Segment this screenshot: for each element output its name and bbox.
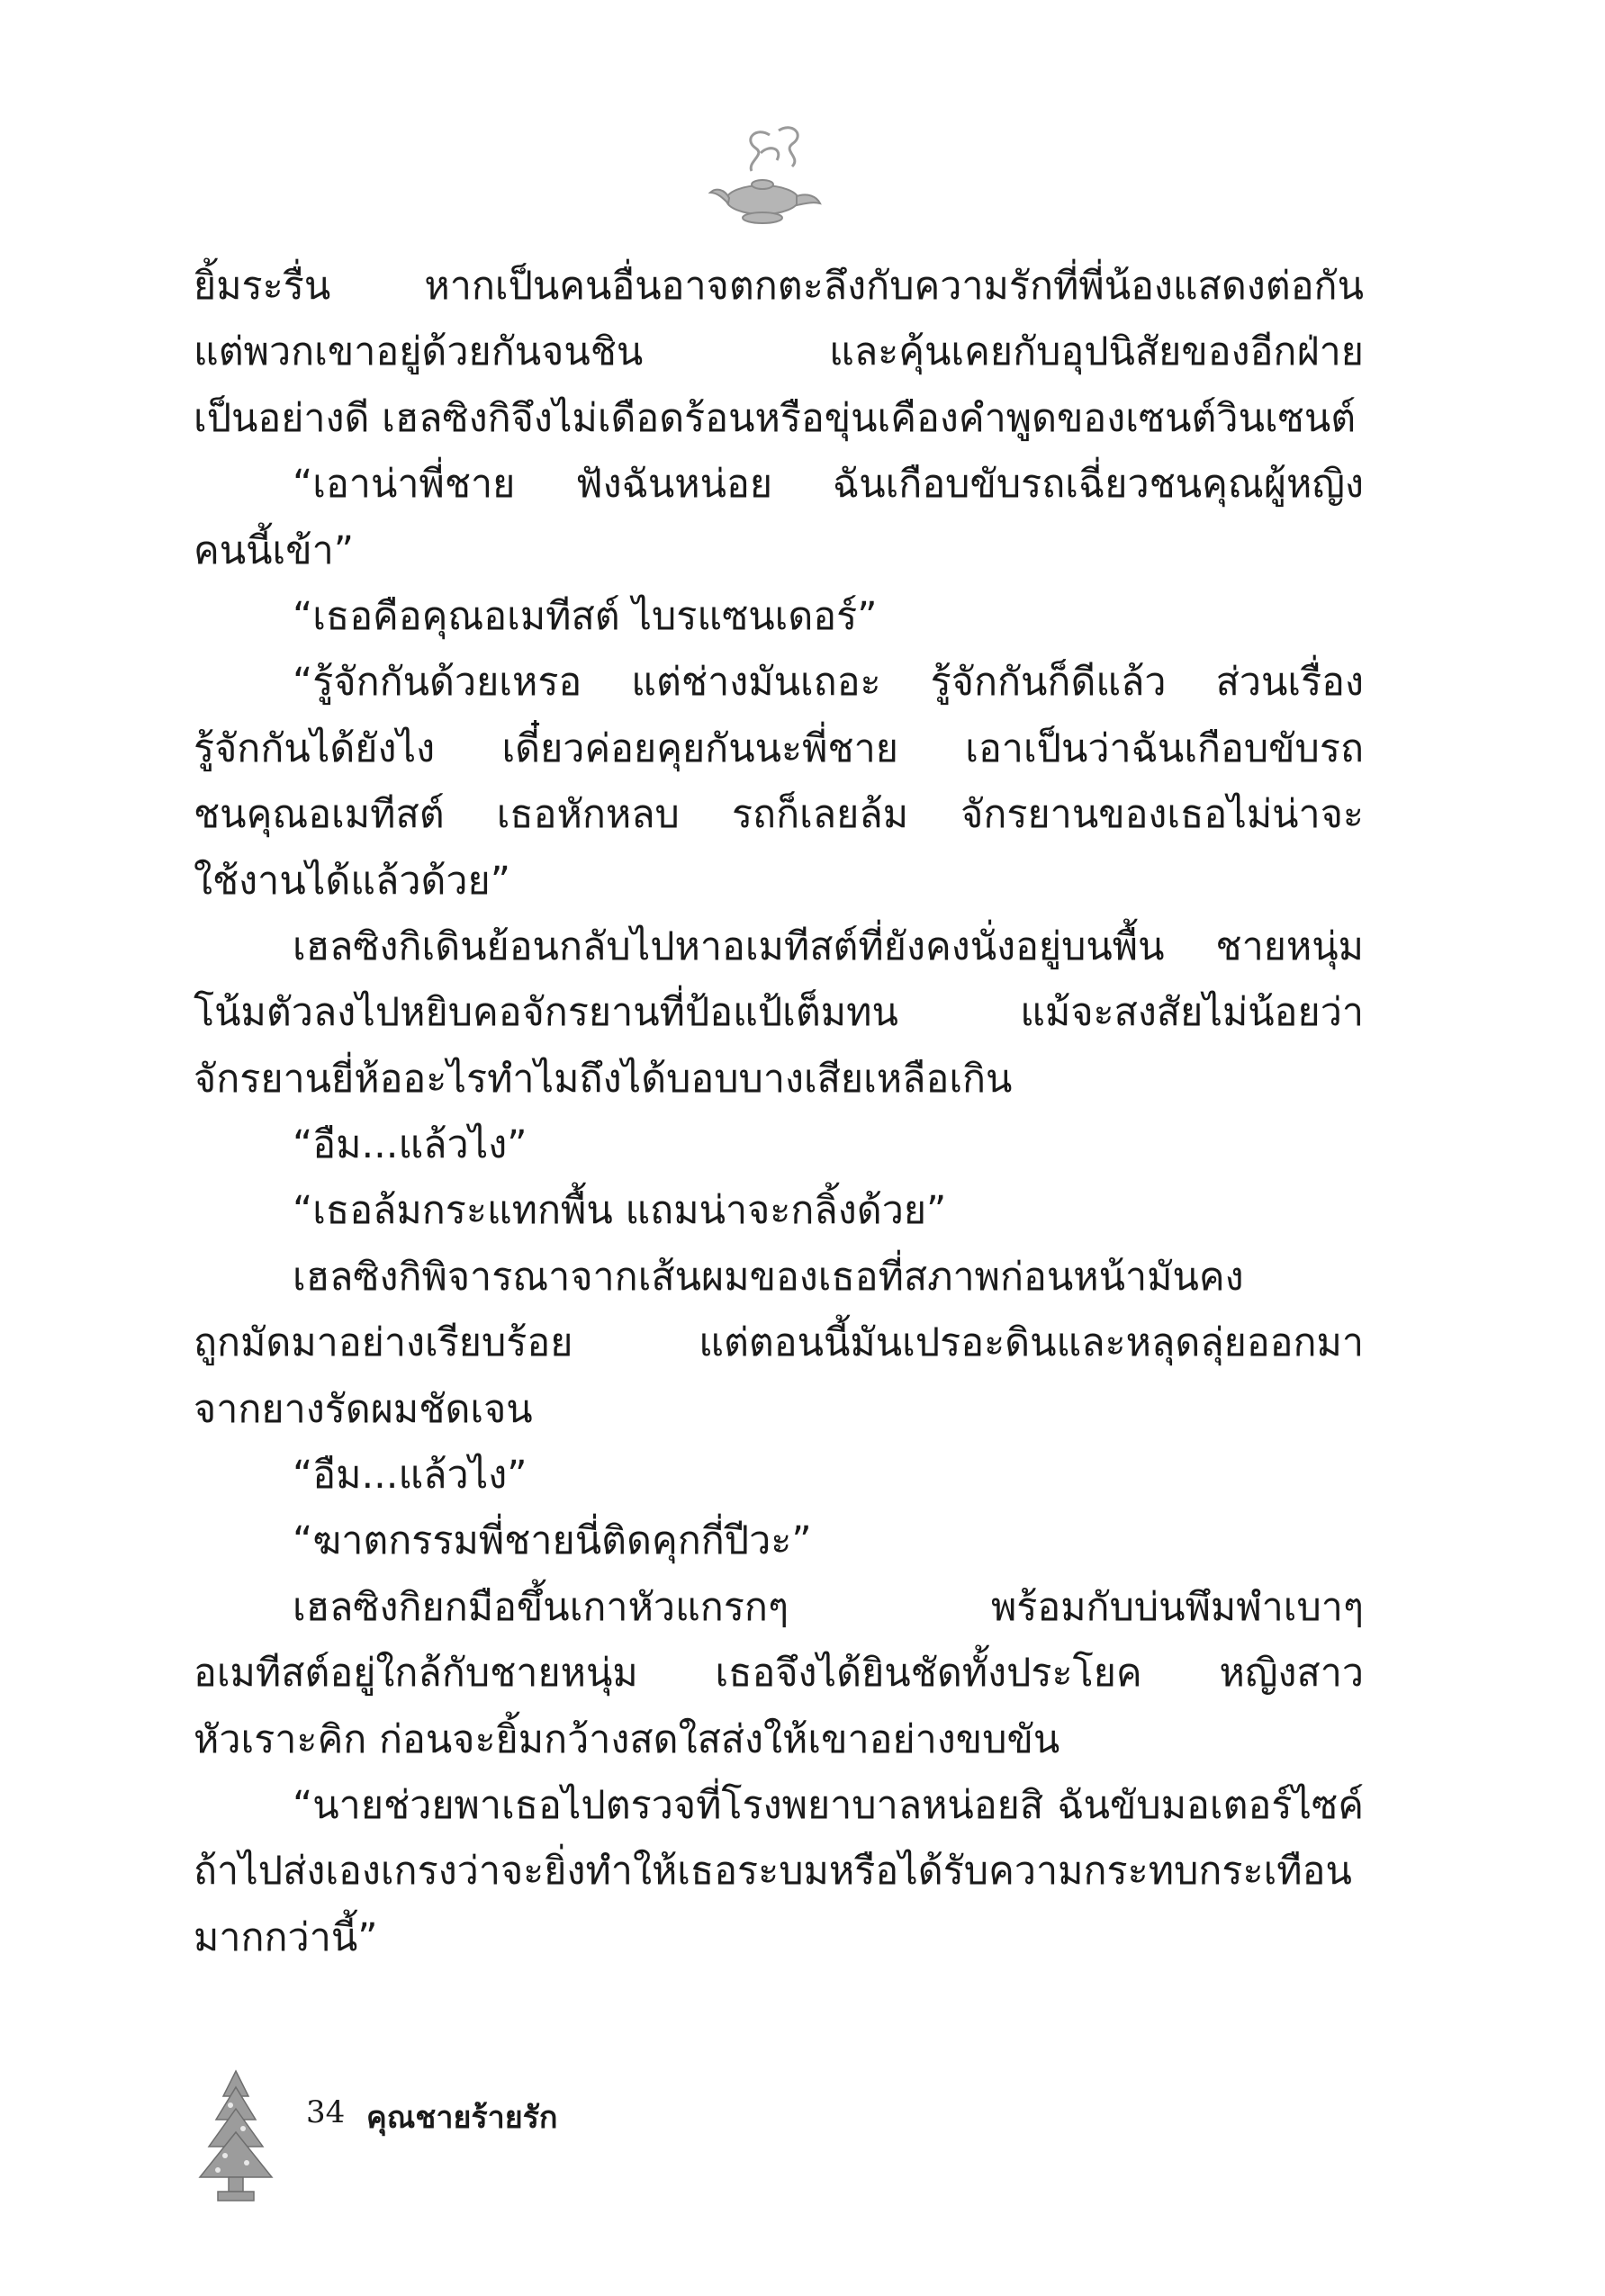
paragraph (194, 1508, 1364, 1574)
text-line: ถูกมัดมาอย่างเรียบร้อย แต่ตอนนี้มันเปรอะดินและหลุดลุ่ยออกมา (194, 1320, 1364, 1366)
text-line: เฮลซิงกิยกมือขึ้นเกาหัวแกรกๆ พร้อมกับบ่นพึมพำเบาๆ (293, 1584, 1364, 1630)
paragraph (194, 1178, 1364, 1244)
text-line: อเมทีสต์อยู่ใกล้กับชายหนุ่ม เธอจึงได้ยินชัดทั้งประโยค หญิงสาว (194, 1651, 1364, 1697)
text-line: “อืม...แล้วไง” (293, 1122, 527, 1168)
text-line: จักรยานยี่ห้ออะไรทำไมถึงได้บอบบางเสียเหลือเกิน (194, 1056, 1013, 1102)
paragraph (194, 650, 1364, 914)
text-line: เฮลซิงกิพิจารณาจากเส้นผมของเธอที่สภาพก่อนหน้ามันคง (293, 1254, 1244, 1300)
text-line: เฮลซิงกิเดินย้อนกลับไปหาอเมทีสต์ที่ยังคงนั่งอยู่บนพื้น ชายหนุ่ม (293, 923, 1364, 969)
text-line: ถ้าไปส่งเองเกรงว่าจะยิ่งทำให้เธอระบมหรือได้รับความกระทบกระเทือน (194, 1849, 1352, 1895)
text-line: โน้มตัวลงไปหยิบคอจักรยานที่ป้อแป้เต็มทน แม้จะสงสัยไม่น้อยว่า (194, 990, 1364, 1036)
paragraph (194, 254, 1364, 452)
text-line: ชนคุณอเมทีสต์ เธอหักหลบ รถก็เลยล้ม จักรยานของเธอไม่น่าจะ (194, 792, 1364, 838)
paragraph (194, 584, 1364, 650)
paragraph (194, 914, 1364, 1112)
paragraph (194, 452, 1364, 584)
text-line: “เอาน่าพี่ชาย ฟังฉันหน่อย ฉันเกือบขับรถเฉี่ยวชนคุณผู้หญิง (293, 462, 1364, 508)
body-text (194, 254, 1364, 1971)
text-line: จากยางรัดผมชัดเจน (194, 1386, 533, 1432)
paragraph (194, 1112, 1364, 1178)
christmas-tree-icon (191, 2066, 281, 2210)
text-line: หัวเราะคิก ก่อนจะยิ้มกว้างสดใสส่งให้เขาอย่างขบขัน (194, 1716, 1060, 1762)
paragraph (194, 1773, 1364, 1971)
text-line: “อืม...แล้วไง” (293, 1453, 527, 1499)
text-line: คนนี้เข้า” (194, 527, 355, 573)
text-line: “เธอล้มกระแทกพื้น แถมน่าจะกลิ้งด้วย” (293, 1188, 947, 1234)
page-number: 34 (306, 2094, 346, 2130)
text-line: “นายช่วยพาเธอไปตรวจที่โรงพยาบาลหน่อยสิ ฉันขับมอเตอร์ไซค์ (293, 1782, 1364, 1828)
paragraph (194, 1443, 1364, 1508)
genie-lamp-icon (707, 117, 824, 234)
paragraph (194, 1245, 1364, 1443)
text-line: ยิ้มระรื่น หากเป็นคนอื่นอาจตกตะลึงกับความรักที่พี่น้องแสดงต่อกัน (194, 264, 1364, 309)
text-line: ใช้งานได้แล้วด้วย” (194, 858, 511, 904)
text-line: มากกว่านี้” (194, 1914, 378, 1960)
text-line: “เธอคือคุณอเมทีสต์ ไบรแซนเดอร์” (293, 593, 878, 639)
paragraph (194, 1575, 1364, 1773)
text-line: “ฆาตกรรมพี่ชายนี่ติดคุกกี่ปีวะ” (293, 1518, 812, 1564)
page-footer (191, 2066, 731, 2210)
text-line: เป็นอย่างดี เฮลซิงกิจึงไม่เดือดร้อนหรือขุ่นเคืองคำพูดของเซนต์วินเซนต์ (194, 395, 1357, 441)
text-line: รู้จักกันได้ยังไง เดี๋ยวค่อยคุยกันนะพี่ชาย เอาเป็นว่าฉันเกือบขับรถ (194, 725, 1364, 771)
text-line: แต่พวกเขาอยู่ด้วยกันจนชิน และคุ้นเคยกับอุปนิสัยของอีกฝ่าย (194, 329, 1364, 375)
text-line: “รู้จักกันด้วยเหรอ แต่ช่างมันเถอะ รู้จักกันก็ดีแล้ว ส่วนเรื่อง (293, 660, 1364, 706)
book-title: คุณชายร้ายรัก (366, 2100, 558, 2136)
